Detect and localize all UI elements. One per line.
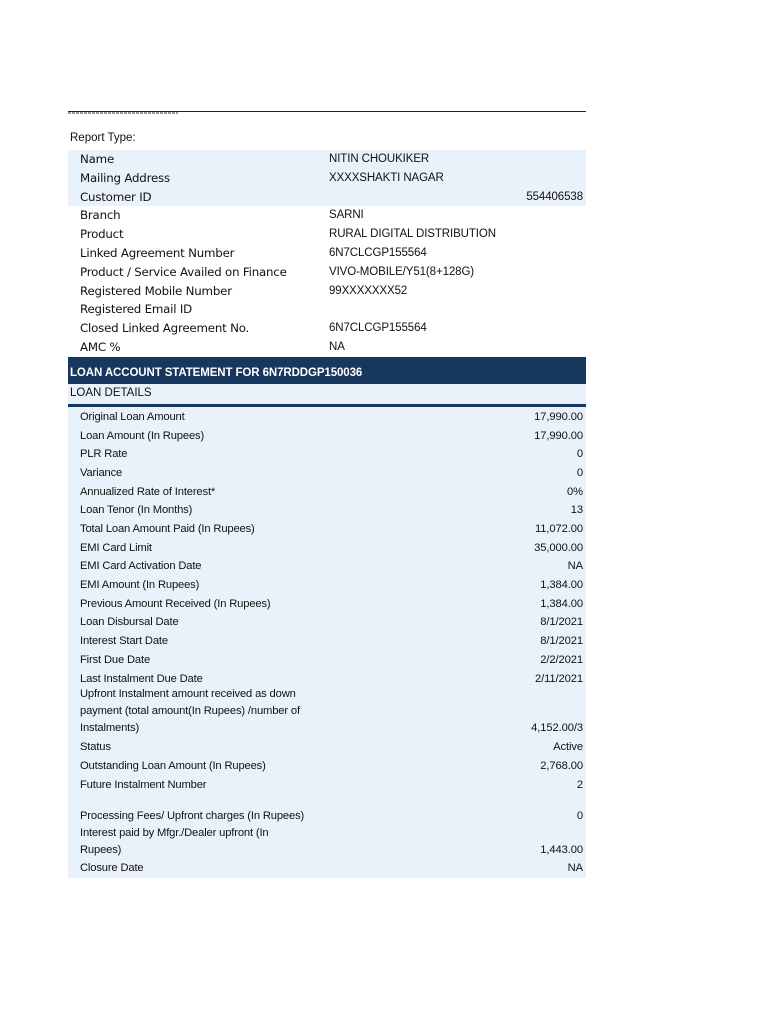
field-value: 6N7CLCGP155564	[329, 322, 427, 335]
field-label: AMC %	[80, 339, 121, 354]
field-label: Registered Email ID	[80, 302, 193, 317]
loan-details-title: LOAN DETAILS	[70, 387, 152, 399]
field-label-line: payment (total amount(In Rupees) /number of	[80, 705, 300, 717]
report-type-label: Report Type:	[70, 132, 136, 144]
statement-title-band	[68, 357, 586, 384]
field-label: Customer ID	[80, 189, 152, 204]
customer-row-mobile	[68, 282, 586, 301]
field-label: Previous Amount Received (In Rupees)	[80, 598, 271, 610]
field-value: 99XXXXXXX52	[329, 284, 408, 297]
field-label-line: Upfront Instalment amount received as down	[80, 688, 296, 700]
field-label: Future Instalment Number	[80, 779, 207, 791]
customer-row-customer-id	[68, 188, 586, 207]
field-label: Mailing Address	[80, 170, 170, 185]
field-label: Last Instalment Due Date	[80, 673, 203, 685]
field-value: RURAL DIGITAL DISTRIBUTION	[329, 228, 496, 241]
field-label: Linked Agreement Number	[80, 245, 235, 260]
field-label: Product	[80, 227, 124, 242]
field-value: NA	[567, 862, 583, 874]
field-label: EMI Amount (In Rupees)	[80, 579, 200, 591]
field-value: 2	[576, 779, 583, 791]
field-label: Name	[80, 152, 115, 166]
field-label: Annualized Rate of Interest*	[80, 486, 216, 498]
field-value: 35,000.00	[534, 542, 583, 554]
field-label: Product / Service Availed on Finance	[80, 264, 287, 279]
field-value: VIVO-MOBILE/Y51(8+128G)	[329, 265, 475, 278]
field-label-line: Rupees)	[80, 844, 122, 856]
field-value: 2/2/2021	[540, 654, 583, 666]
customer-row-product-service	[68, 263, 586, 282]
field-value: 1,384.00	[540, 579, 583, 591]
field-value: 11,072.00	[534, 523, 583, 535]
customer-row-mailing-address	[68, 169, 586, 188]
field-value: 2/11/2021	[534, 673, 583, 685]
loan-details-header	[68, 384, 586, 404]
customer-details-table	[68, 150, 586, 357]
field-value: 0%	[567, 486, 583, 498]
field-label: Total Loan Amount Paid (In Rupees)	[80, 523, 255, 535]
field-label: Variance	[80, 467, 123, 479]
field-label: First Due Date	[80, 654, 151, 666]
field-label: Outstanding Loan Amount (In Rupees)	[80, 760, 266, 772]
field-value: XXXXSHAKTI NAGAR	[329, 171, 444, 184]
field-label: EMI Card Activation Date	[80, 560, 202, 572]
field-value: 8/1/2021	[540, 616, 583, 628]
customer-row-product	[68, 225, 586, 244]
customer-row-name	[68, 150, 586, 169]
field-label-line: Instalments)	[80, 722, 140, 734]
field-value: 0	[576, 467, 583, 479]
field-label: Loan Disbursal Date	[80, 616, 179, 628]
field-value: SARNI	[329, 209, 364, 222]
customer-row-email	[68, 300, 586, 319]
field-label: Interest Start Date	[80, 635, 168, 647]
field-value: Active	[553, 741, 583, 753]
field-label: Status	[80, 741, 111, 753]
field-value: 0	[576, 448, 583, 460]
field-value: 0	[576, 810, 583, 822]
field-value: 17,990.00	[534, 430, 583, 442]
field-value: NA	[567, 560, 583, 572]
field-value: 2,768.00	[540, 760, 583, 772]
customer-row-linked-agreement	[68, 244, 586, 263]
customer-row-branch	[68, 206, 586, 225]
statement-title: LOAN ACCOUNT STATEMENT FOR 6N7RDDGP150036	[70, 367, 363, 379]
customer-row-closed-agreement	[68, 319, 586, 338]
field-value: 4,152.00/3	[531, 722, 583, 734]
field-label: Closure Date	[80, 862, 144, 874]
loan-details-table	[68, 407, 586, 878]
field-value: 554406538	[526, 190, 583, 203]
field-label: Closed Linked Agreement No.	[80, 321, 250, 336]
field-value: 1,443.00	[540, 844, 583, 856]
customer-row-amc	[68, 338, 586, 357]
field-value: 8/1/2021	[540, 635, 583, 647]
field-label: Registered Mobile Number	[80, 283, 232, 298]
field-value: 17,990.00	[534, 411, 583, 423]
field-label: PLR Rate	[80, 448, 128, 460]
field-label: Original Loan Amount	[80, 411, 185, 423]
field-label: Processing Fees/ Upfront charges (In Rupees)	[80, 810, 305, 822]
field-value: 13	[570, 504, 583, 516]
field-value: 6N7CLCGP155564	[329, 246, 427, 259]
field-label-line: Interest paid by Mfgr./Dealer upfront (In	[80, 827, 269, 839]
field-label: Loan Amount (In Rupees)	[80, 430, 205, 442]
field-value: 1,384.00	[540, 598, 583, 610]
field-value: NITIN CHOUKIKER	[329, 153, 430, 165]
field-label: Branch	[80, 208, 121, 223]
field-value: NA	[329, 340, 345, 353]
field-label: EMI Card Limit	[80, 542, 152, 554]
field-label: Loan Tenor (In Months)	[80, 504, 193, 516]
header-fine-print	[68, 112, 178, 114]
